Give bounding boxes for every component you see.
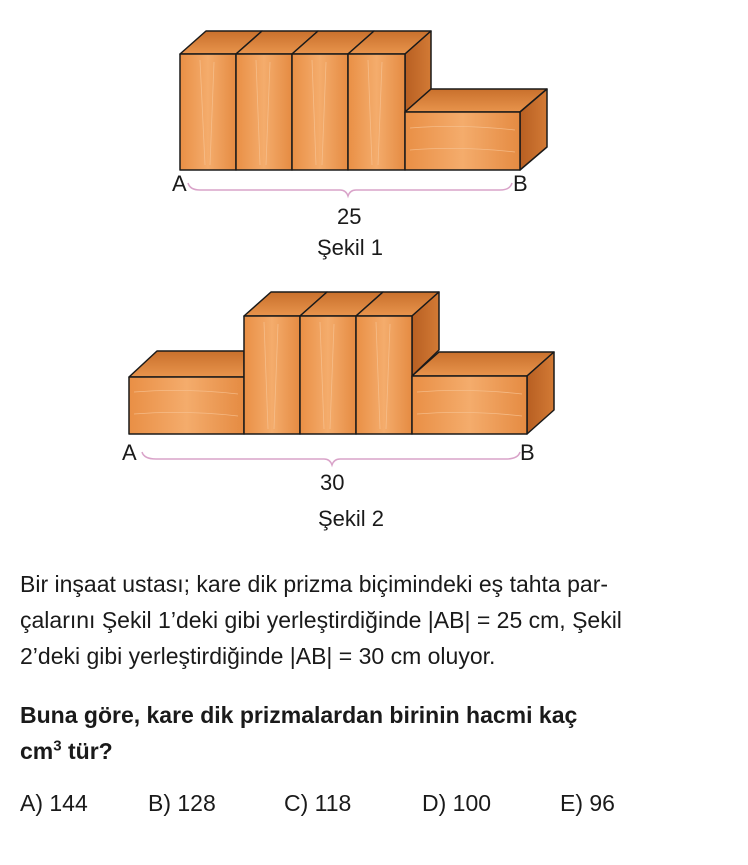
- option-e[interactable]: E) 96: [560, 790, 615, 816]
- question-line: Buna göre, kare dik prizmalardan birinin hacmi kaç: [20, 702, 578, 728]
- prism-front: [348, 54, 405, 170]
- figure-2-point-a: A: [122, 440, 137, 465]
- prism-front: [292, 54, 348, 170]
- figure-1-caption: Şekil 1: [317, 235, 384, 260]
- prism-front: [300, 316, 356, 434]
- answer-options: [20, 790, 720, 824]
- figure-1-length: 25: [337, 204, 362, 229]
- figure-2: [129, 292, 554, 434]
- option-b[interactable]: B) 128: [148, 790, 216, 816]
- problem-line: Bir inşaat ustası; kare dik prizma biçimindeki eş tahta par-: [20, 571, 609, 597]
- prism-top: [129, 351, 244, 377]
- brace-ab-1: [188, 183, 512, 196]
- figure-2-length: 30: [320, 470, 345, 495]
- prism-front: [244, 316, 300, 434]
- option-c[interactable]: C) 118: [284, 790, 352, 816]
- figure-1: [180, 31, 547, 170]
- figure-2-caption: Şekil 2: [318, 506, 385, 531]
- brace-ab-2: [142, 452, 520, 465]
- prism-front: [356, 316, 412, 434]
- question-suffix: tür?: [61, 738, 113, 764]
- figure-1-point-a: A: [172, 171, 187, 196]
- option-d[interactable]: D) 100: [422, 790, 492, 816]
- prism-front: [412, 376, 527, 434]
- problem-line: çalarını Şekil 1’deki gibi yerleştirdiğinde |AB| = 25 cm, Şekil: [20, 607, 622, 633]
- option-a[interactable]: A) 144: [20, 790, 88, 816]
- prism-front: [129, 377, 244, 434]
- problem-line: 2’deki gibi yerleştirdiğinde |AB| = 30 cm oluyor.: [20, 643, 496, 669]
- prism-front: [180, 54, 236, 170]
- question-text: [20, 697, 710, 769]
- prism-front: [405, 112, 520, 170]
- question-exponent: 3: [53, 737, 62, 755]
- figure-1-point-b: B: [513, 171, 528, 196]
- figure-2-point-b: B: [520, 440, 535, 465]
- question-line: [20, 733, 710, 769]
- question-unit: cm: [20, 738, 54, 764]
- problem-statement: [20, 566, 710, 674]
- prism-front: [236, 54, 292, 170]
